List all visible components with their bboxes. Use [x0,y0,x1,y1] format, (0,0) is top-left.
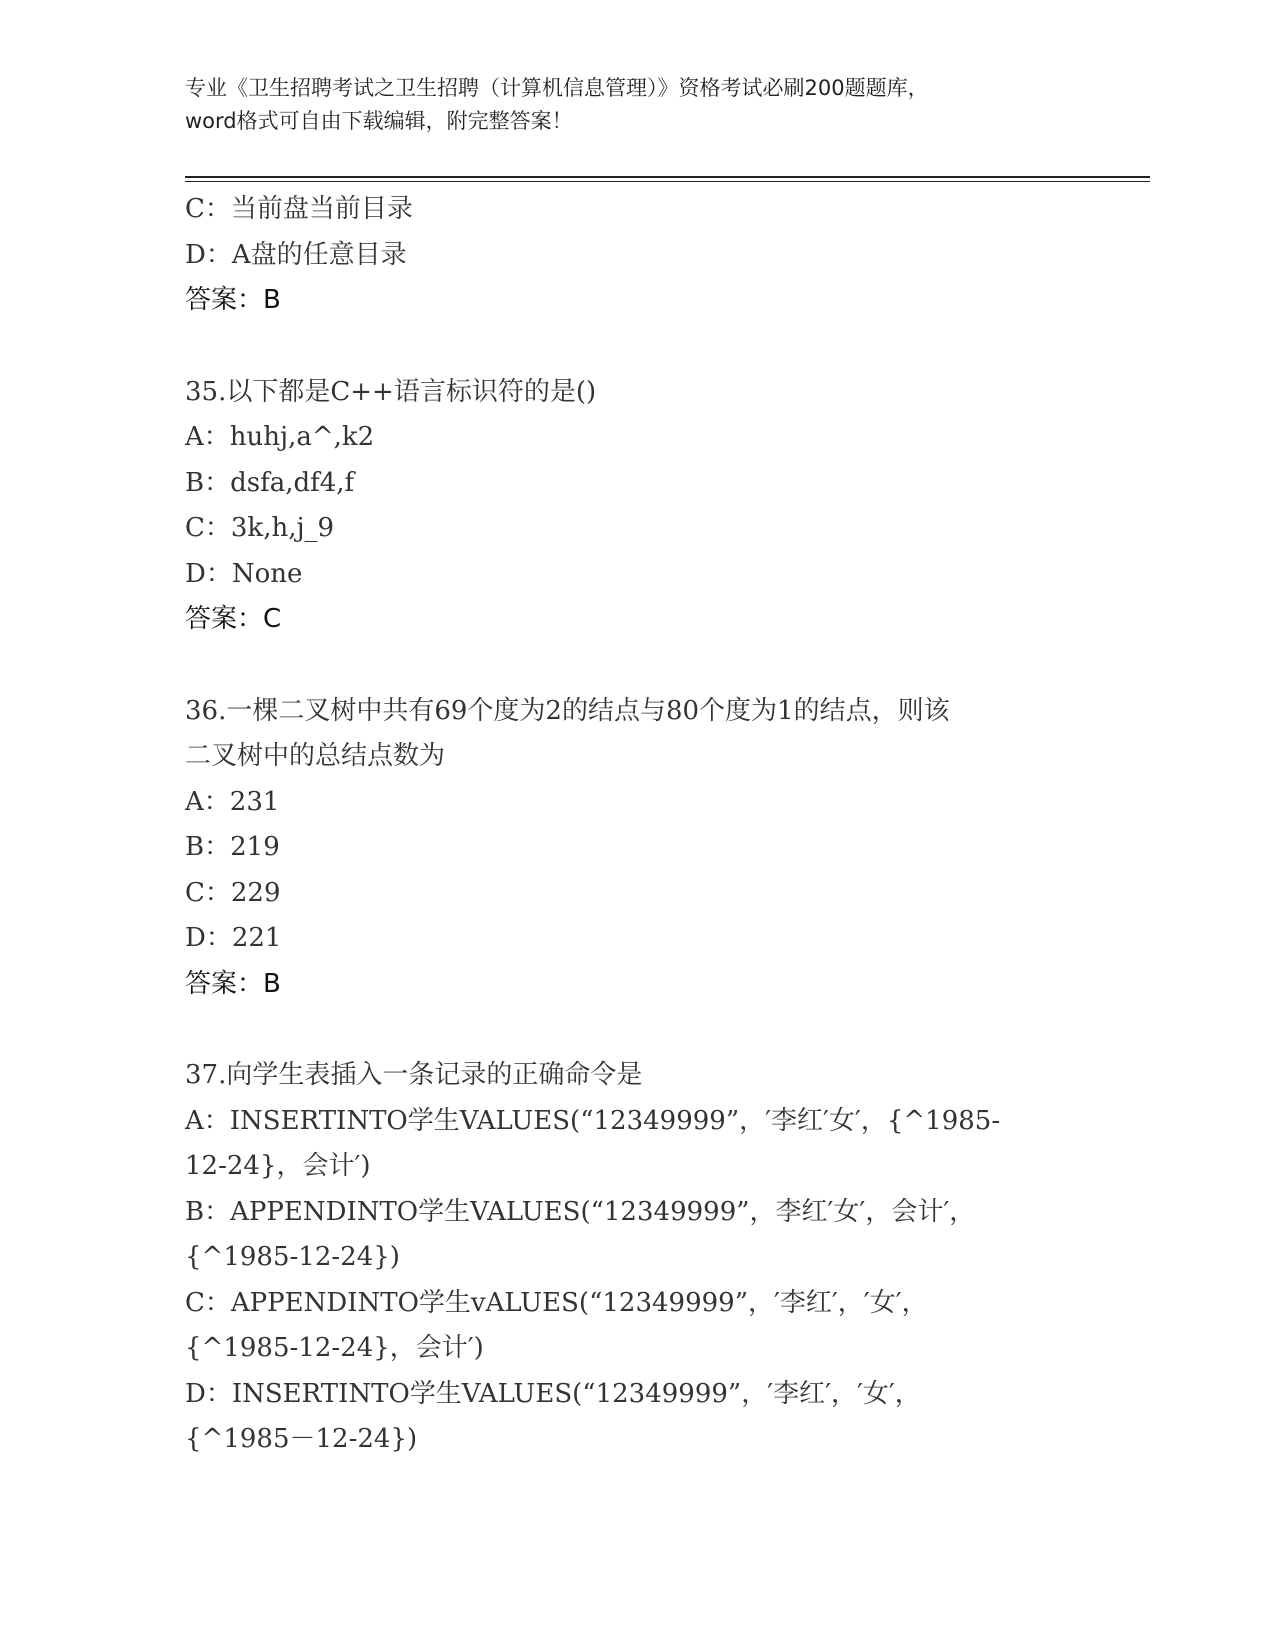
option-b: B：dsfa,df4,f [185,467,355,498]
option-a-continued: 12-24}，会计′) [185,1151,371,1181]
option-c: C：当前盘当前目录 [185,194,413,224]
answer: 答案：B [185,968,281,999]
option-d: D：None [185,558,303,589]
previous-question-tail [185,187,1085,324]
answer: 答案：B [185,285,281,315]
spacer [185,324,1085,370]
header-title-line-1: 专业《卫生招聘考试之卫生招聘（计算机信息管理）》资格考试必刷200题题库， [185,76,929,100]
spacer [185,643,1085,689]
option-d: D：INSERTINTO学生VALUES(“12349999”，′李红′，′女′， [185,1378,921,1409]
option-b: B：219 [185,832,280,862]
option-d: D：221 [185,923,282,953]
option-b-continued: {^1985-12-24}) [185,1242,400,1272]
answer: 答案：C [185,604,282,634]
question-37 [185,1053,1085,1463]
question-text: 37.向学生表插入一条记录的正确命令是 [185,1060,643,1090]
question-text-continued: 二叉树中的总结点数为 [185,741,446,771]
question-35 [185,370,1085,643]
question-text: 36.一棵二叉树中共有69个度为2的结点与80个度为1的结点，则该 [185,695,950,726]
option-c: C：229 [185,877,281,908]
question-text: 35.以下都是C++语言标识符的是() [185,376,597,407]
document-header [185,72,1085,138]
option-a: A：INSERTINTO学生VALUES(“12349999”，′李红′女′，{^1985- [185,1105,1001,1136]
option-a: A：231 [185,786,280,817]
header-divider-thick [185,176,1150,178]
header-divider-thin [185,181,1150,182]
option-c: C：APPENDINTO学生vALUES(“12349999”，′李红′，′女′， [185,1287,928,1318]
option-c: C：3k,h,j_9 [185,513,335,543]
spacer [185,1007,1085,1053]
question-content [185,187,1085,1463]
option-d: D：A盘的任意目录 [185,239,407,270]
option-d-continued: {^1985－12-24}) [185,1424,418,1454]
header-title-line-2: word格式可自由下载编辑，附完整答案！ [185,109,573,133]
question-36 [185,689,1085,1008]
option-a: A：huhj,a^,k2 [185,422,375,452]
option-c-continued: {^1985-12-24}，会计′) [185,1333,484,1363]
option-b: B：APPENDINTO学生VALUES(“12349999”，李红′女′，会计′， [185,1196,976,1227]
